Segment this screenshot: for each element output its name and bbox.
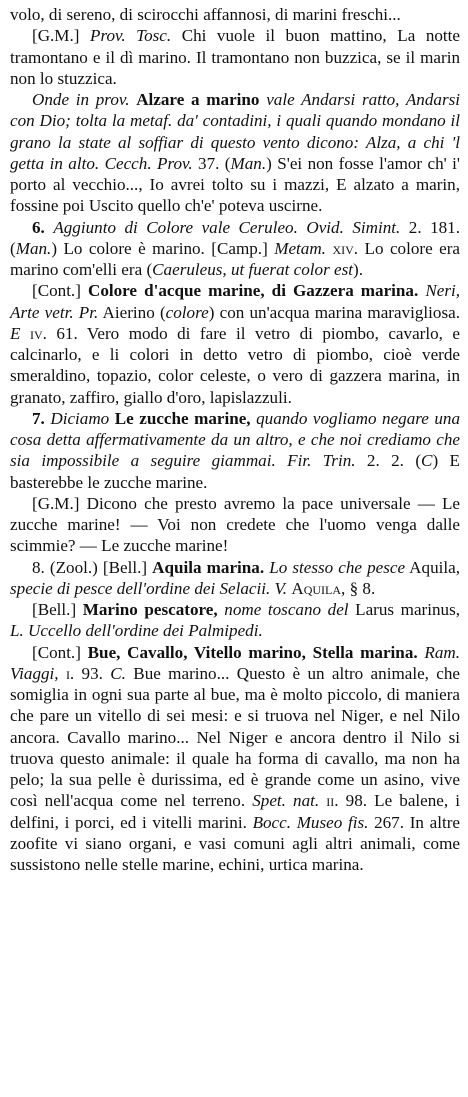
text-run: ) E basterebbe le zucche marine. [10,451,460,492]
text-run: 93. [74,663,111,683]
text-run: C. [110,663,126,683]
text-run: ii. [326,791,339,811]
text-run: , § 8. [341,578,376,598]
text-run: 6. [32,217,45,237]
text-run: Onde in prov. [32,90,130,109]
text-run: iv. [29,323,47,343]
paragraph-sense-8-aquila [10,557,460,600]
text-run: Cecch. Prov. [104,153,193,173]
text-run: vale Andarsi ratto, Andarsi con Dio; tolta la metaf. da' contadini, i quali quando mondano il grano la state al soffiar di questo vento dicono: Alza, a chi 'l getta in alto. [10,90,461,173]
paragraph-sense-6-color [10,217,460,281]
text-run: specie di pesce dell'ordine dei Selacii. V. [10,578,288,598]
text-run: Le zucche marine, [114,408,251,428]
text-run: L. Uccello dell'ordine dei Palmipedi. [10,621,263,641]
text-run: Spet. nat. [252,791,320,811]
text-run: Neri, Arte vetr. Pr. [10,281,460,322]
text-run [20,324,30,343]
text-run: Bue marino... Questo è un altro animale, che somiglia in ogni sua parte al bue, ma è molto piccolo, di maniera che pare un vitello di sei mesi: e si truova nel Niger, e nel Nilo ancora. Cavallo marino... Nel Niger e ancora dentro il Nilo si truova questo animale: il quale ha forma di cavallo, ma non ha pelo; la sua pelle è durissima, ed è grande come un asino, vive così nell'acqua come nel terreno. [10,663,460,811]
paragraph-continuation [10,4,460,25]
text-run: 8. (Zool.) [Bell.] [32,557,153,577]
text-run: C [421,451,433,471]
text-run: Chi vuole il buon mattino, La notte tramontano e il dì marino. Il tramontano non buzzica, se il marin non lo stuzzica. [10,26,460,88]
text-run: Aquila, [405,557,460,577]
text-run: Larus marinus, [348,600,460,619]
text-run: 61. Vero modo di fare il vetro di piombo, cavarlo, e calcinarlo, e li colori in detto vetro di piombo, cioè verde smeraldino, topazio, color celeste, o vero di gazzera marina, in granato, zaffiro, giallo d'oro, lapislazzuli. [10,323,460,407]
text-run: Ram. Viaggi, [10,642,460,683]
text-run: volo, di sereno, di scirocchi affannosi, di marini freschi... [10,5,401,24]
text-run: ). [353,260,363,279]
text-run: [Cont.] [32,281,88,301]
text-run: Man. [230,153,267,173]
paragraph-proverb-tosc [10,25,460,89]
text-run: 2. 181. ( [10,217,460,258]
text-run: Marino pescatore, [82,600,218,619]
text-run: ) S'ei non fosse l'amor ch' i' porto al vecchio..., Io avrei tolto su i mazzi, E alzato a marin, fossine poi Uscito quello ch'e' poteva uscirne. [10,153,461,216]
paragraph-marino-pescatore [10,599,460,642]
paragraph-colore-acque-marine [10,280,460,408]
text-run: xiv. [332,238,359,258]
text-run: Aierino ( [98,302,166,322]
text-run: Alzare a marino [136,90,260,109]
text-run: Colore d'acque marine, di Gazzera marina. [87,281,419,301]
text-run: i. [65,663,75,683]
text-run: [Cont.] [32,642,88,662]
text-run: 267. In altre zoofite vi siano organi, e vasi comuni agli altri animali, come sussistono nelle stelle marine, echini, urtica marina. [10,812,460,874]
text-run: 37. ( [192,153,231,173]
text-run: 7. [32,408,45,428]
text-run: Lo colore era marino com'elli era ( [10,238,460,279]
text-run: [Bell.] [32,600,83,619]
text-run: 98. Le balene, i delfini, i porci, ed i vitelli marini. [10,791,461,832]
text-run: Lo stesso che pesce [269,557,406,577]
text-run: Bocc. Museo fis. [252,812,369,832]
text-run: Caeruleus, ut fuerat color est [152,260,353,279]
paragraph-bue-cavallo-vitello [10,642,460,876]
paragraph-sense-7-zucche [10,408,460,493]
text-run: quando vogliamo negare una cosa detta affermativamente da un altro, e che noi crediamo che sia impossibile a seguire giammai. Fir. Trin. [10,408,460,471]
text-run [59,664,66,683]
text-run: ) con un'acqua marina maravigliosa. [208,302,460,322]
text-run: 2. 2. ( [355,451,422,471]
text-run: Prov. Tosc. [90,26,172,46]
text-run: colore [165,302,209,322]
text-run: Diciamo [50,408,110,428]
text-run: E [10,323,21,343]
text-run: Metam. [274,238,326,258]
text-run: [G.M.] [32,26,91,46]
text-run: [G.M.] Dicono che presto avremo la pace universale — Le zucche marine! — Voi non credete che l'uomo venga dalle scimmie? — Le zucche marine! [10,493,460,556]
text-run: Aquila marina. [152,557,265,577]
text-run: Man. [15,238,52,258]
text-run: nome toscano del [224,600,349,619]
text-run: Bue, Cavallo, Vitello marino, Stella marina. [87,642,418,662]
paragraph-zucche-example [10,493,460,557]
text-run: Aggiunto di Colore vale Ceruleo. Ovid. Simint. [53,217,401,237]
paragraph-alzare-a-marino [10,89,460,217]
text-run: Aquila [291,578,342,598]
text-run: ) Lo colore è marino. [Camp.] [51,238,275,258]
